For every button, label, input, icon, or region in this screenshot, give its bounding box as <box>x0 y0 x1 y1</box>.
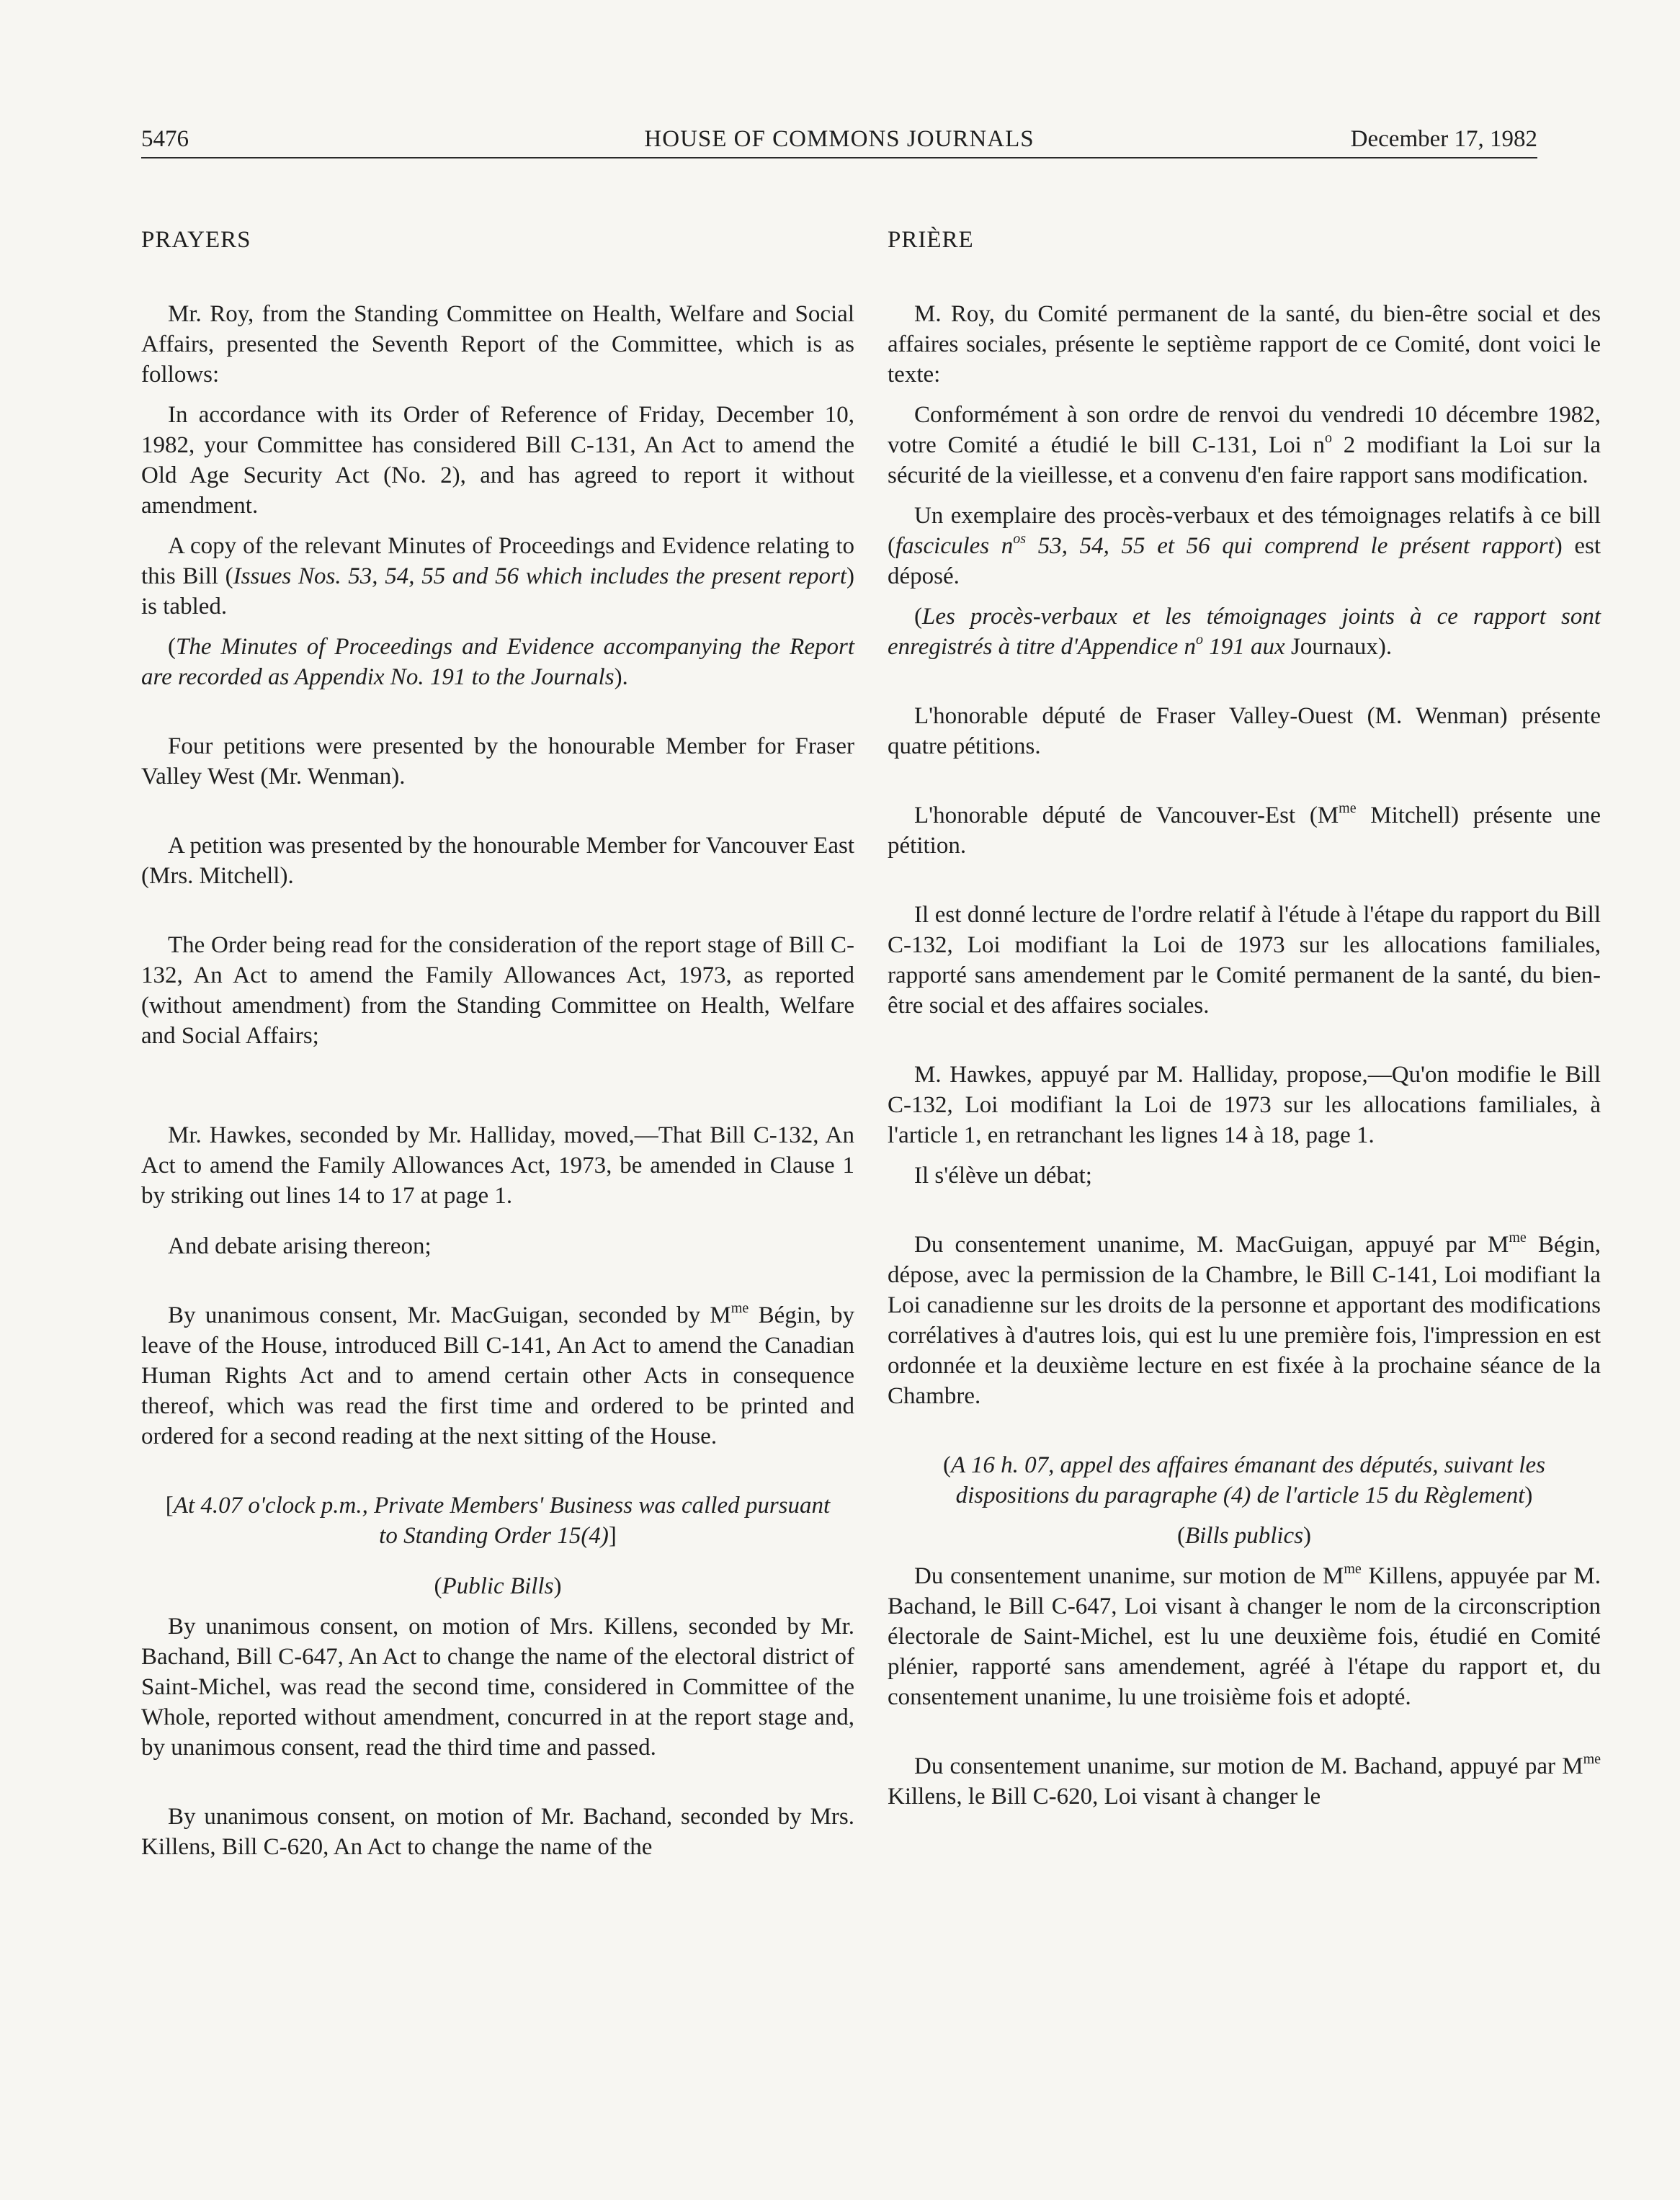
committee-report-intro: Mr. Roy, from the Standing Committee on Health, Welfare and Social Affairs, presented the Seventh Report of the Committee, which is as follows: <box>141 301 854 388</box>
petitions-wenman-fr: L'honorable député de Fraser Valley-Ouest (M. Wenman) présente quatre pétitions. <box>888 703 1601 759</box>
header-rule <box>141 157 1537 158</box>
committee-report-appendix: (The Minutes of Proceedings and Evidence accompanying the Report are recorded as Appendix No. 191 to the Journals). <box>141 634 854 690</box>
public-bills-heading: (Public Bills) <box>434 1573 562 1599</box>
rapport-comite-appendice: (Les procès-verbaux et les témoignages joints à ce rapport sont enregistrés à titre d'Appendice $n^o$ 191 aux Journaux). <box>888 604 1601 660</box>
ordre-c132: Il est donné lecture de l'ordre relatif à l'étude à l'étape du rapport du Bill C-132, Loi modifiant la Loi de 1973 sur les allocations familiales, rapporté sans amendement par le Comité permanent de la santé, du bien-être social et des affaires sociales. <box>888 902 1601 1019</box>
bill-c620-fr: Du consentement unanime, sur motion de M. Bachand, appuyé par $M^{me}$ Killens, le Bill C-620, Loi visant à changer le <box>888 1751 1601 1810</box>
affaires-deputes-note: (A 16 h. 07, appel des affaires émanant des députés, suivant les dispositions du paragraphe (4) de l'article 15 du Règlement) <box>943 1452 1545 1508</box>
rapport-comite-depose: Un exemplaire des procès-verbaux et des témoignages relatifs à ce bill (fascicules $n^{os}$ 53, 54, 55 et 56 qui comprend le présent rapport) est déposé. <box>888 503 1601 589</box>
page-header <box>141 121 1537 157</box>
priere-heading: PRIÈRE <box>888 227 974 253</box>
bill-c141-fr: Du consentement unanime, M. MacGuigan, appuyé par $M^{me}$ Bégin, dépose, avec la permission de la Chambre, le Bill C-141, Loi modifiant la Loi canadienne sur les droits de la personne et apportant des modifications corrélatives à d'autres lois, qui est lu une première fois, l'impression en est ordonnée et la deuxième lecture en est fixée à la prochaine séance de la Chambre. <box>888 1230 1601 1409</box>
committee-report-tabled: A copy of the relevant Minutes of Proceedings and Evidence relating to this Bill (Issues Nos. 53, 54, 55 and 56 which includes the present report) is tabled. <box>141 533 854 620</box>
rapport-comite-intro: M. Roy, du Comité permanent de la santé, du bien-être social et des affaires sociales, présente le septième rapport de ce Comité, dont voici le texte: <box>888 301 1601 388</box>
rapport-comite-texte: Conformément à son ordre de renvoi du vendredi 10 décembre 1982, votre Comité a étudié le bill C-131, Loi $n^o$ 2 modifiant la Loi sur la sécurité de la vieillesse, et a convenu d'en faire rapport sans modification. <box>888 402 1601 488</box>
petitions-wenman: Four petitions were presented by the honourable Member for Fraser Valley West (Mr. Wenman). <box>141 733 854 790</box>
journal-title: HOUSE OF COMMONS JOURNALS <box>644 126 1035 152</box>
bill-c620: By unanimous consent, on motion of Mr. Bachand, seconded by Mrs. Killens, Bill C-620, An Act to change the name of the <box>141 1804 854 1860</box>
bill-c647-fr: Du consentement unanime, sur motion de $M^{me}$ Killens, appuyée par M. Bachand, le Bill C-647, Loi visant à changer le nom de la circonscription électorale de Saint-Michel, est lu une deuxième fois, étudié en Comité plénier, rapporté sans amendement, agréé à l'étape du rapport et, du consentement unanime, lu une troisième fois et adopté. <box>888 1561 1601 1710</box>
private-members-business-note: [At 4.07 o'clock p.m., Private Members' Business was called pursuant to Standing Order 15(4)] <box>165 1493 831 1549</box>
order-c132: The Order being read for the consideration of the report stage of Bill C-132, An Act to amend the Family Allowances Act, 1973, as reported (without amendment) from the Standing Committee on Health, Welfare and Social Affairs; <box>141 932 854 1049</box>
debat-ligne: Il s'élève un débat; <box>914 1163 1092 1189</box>
bill-c141: By unanimous consent, Mr. MacGuigan, seconded by $M^{me}$ Bégin, by leave of the House, introduced Bill C-141, An Act to amend the Canadian Human Rights Act and to amend certain other Acts in consequence thereof, which was read the first time and ordered to be printed and ordered for a second reading at the next sitting of the House. <box>141 1300 854 1449</box>
french-column <box>888 225 1601 1812</box>
committee-report-body: In accordance with its Order of Reference of Friday, December 10, 1982, your Committee has considered Bill C-131, An Act to amend the Old Age Security Act (No. 2), and has agreed to report it without amendment. <box>141 402 854 519</box>
page-number: 5476 <box>141 126 189 152</box>
petition-mitchell-fr: L'honorable député de Vancouver-Est ($M^{me}$ Mitchell) présente une pétition. <box>888 800 1601 859</box>
bills-publics-heading: (Bills publics) <box>1176 1523 1312 1549</box>
prayers-heading: PRAYERS <box>141 227 251 253</box>
motion-hawkes-fr: M. Hawkes, appuyé par M. Halliday, propose,—Qu'on modifie le Bill C-132, Loi modifiant la Loi de 1973 sur les allocations familiales, à l'article 1, en retranchant les lignes 14 à 18, page 1. <box>888 1062 1601 1148</box>
bill-c647: By unanimous consent, on motion of Mrs. Killens, seconded by Mr. Bachand, Bill C-647, An Act to change the name of the electoral district of Saint-Michel, was read the second time, considered in Committee of the Whole, reported without amendment, concurred in at the report stage and, by unanimous consent, read the third time and passed. <box>141 1614 854 1761</box>
english-column <box>141 225 854 1862</box>
journal-date: December 17, 1982 <box>1350 126 1537 152</box>
debate-line: And debate arising thereon; <box>168 1233 432 1259</box>
petition-mitchell: A petition was presented by the honourable Member for Vancouver East (Mrs. Mitchell). <box>141 833 854 889</box>
motion-hawkes: Mr. Hawkes, seconded by Mr. Halliday, moved,—That Bill C-132, An Act to amend the Family Allowances Act, 1973, be amended in Clause 1 by striking out lines 14 to 17 at page 1. <box>141 1122 854 1209</box>
